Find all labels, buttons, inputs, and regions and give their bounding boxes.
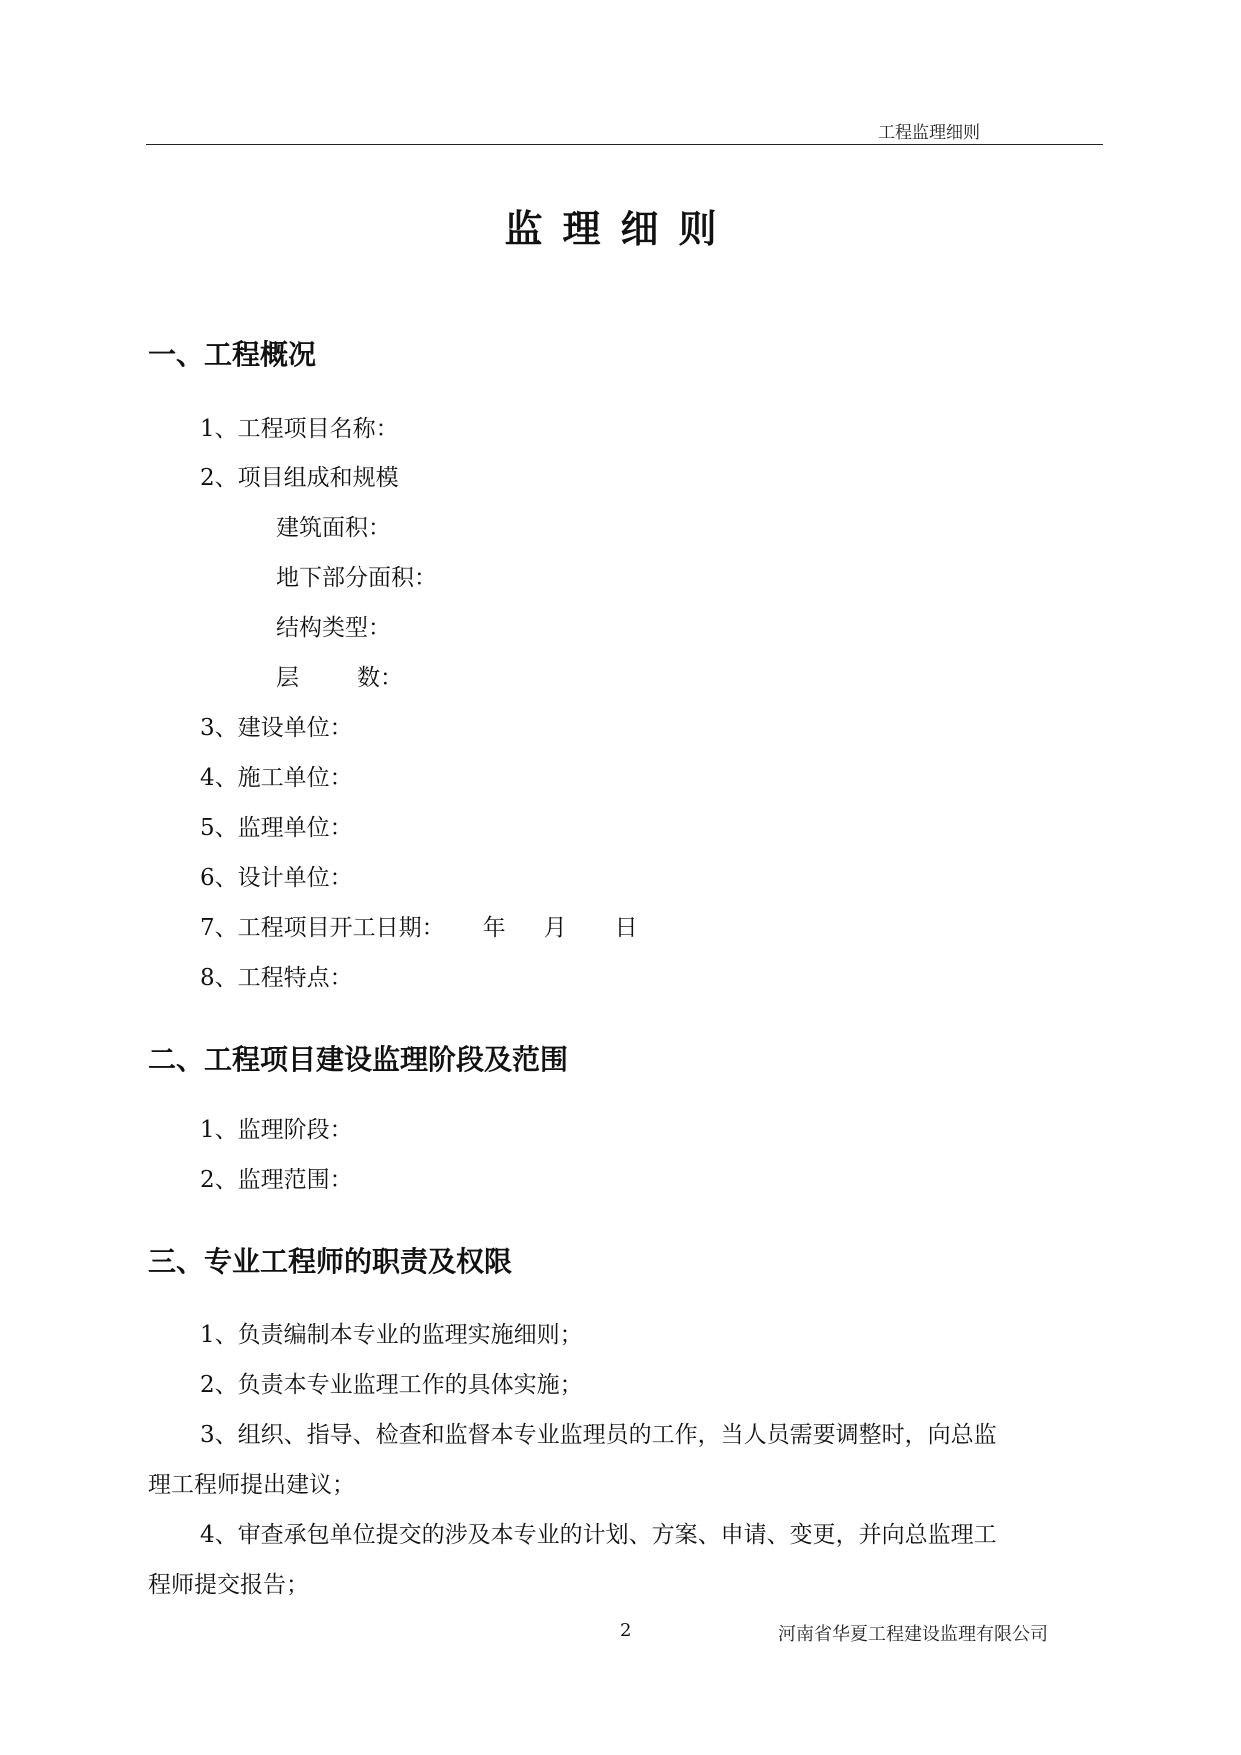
stage-line: 1、监理阶段： [200, 1117, 353, 1143]
duty-line-3: 3、组织、指导、检查和监督本专业监理员的工作，当人员需要调整时，向总监 [200, 1422, 997, 1448]
project-scale-line: 2、项目组成和规模 [200, 465, 399, 491]
duty-line-2: 2、负责本专业监理工作的具体实施； [200, 1372, 583, 1398]
duty-line-3-cont: 理工程师提出建议； [148, 1472, 355, 1498]
floors-label-b: 数： [357, 665, 403, 691]
floors-label-a: 层 [276, 665, 299, 691]
floors-line [276, 659, 403, 692]
page-number: 2 [620, 1620, 632, 1641]
supervisor-line: 5、监理单位： [200, 815, 353, 841]
document-title: 监理细则 [504, 207, 737, 251]
start-date-line [200, 909, 638, 942]
start-date-label: 7、工程项目开工日期： [200, 915, 445, 941]
project-name-line: 1、工程项目名称： [200, 416, 399, 442]
designer-line: 6、设计单位： [200, 865, 353, 891]
footer-company: 河南省华夏工程建设监理有限公司 [778, 1624, 1048, 1645]
scope-line: 2、监理范围： [200, 1167, 353, 1193]
underground-area-line: 地下部分面积： [276, 565, 437, 591]
contractor-line: 4、施工单位： [200, 765, 353, 791]
section-heading-2: 二、工程项目建设监理阶段及范围 [148, 1043, 569, 1076]
duty-line-4: 4、审查承包单位提交的涉及本专业的计划、方案、申请、变更，并向总监理工 [200, 1522, 997, 1548]
header-divider [146, 144, 1103, 145]
section-heading-3: 三、专业工程师的职责及权限 [148, 1245, 513, 1278]
header-title: 工程监理细则 [878, 123, 980, 143]
duty-line-1: 1、负责编制本专业的监理实施细则； [200, 1322, 583, 1348]
start-date-day: 日 [614, 915, 638, 941]
features-line: 8、工程特点： [200, 965, 353, 991]
start-date-month: 月 [543, 915, 567, 941]
duty-line-4-cont: 程师提交报告； [148, 1572, 309, 1598]
structure-type-line: 结构类型： [276, 615, 391, 641]
section-heading-1: 一、工程概况 [148, 338, 317, 371]
owner-line: 3、建设单位： [200, 715, 353, 741]
building-area-line: 建筑面积： [276, 515, 391, 541]
start-date-year: 年 [482, 915, 506, 941]
